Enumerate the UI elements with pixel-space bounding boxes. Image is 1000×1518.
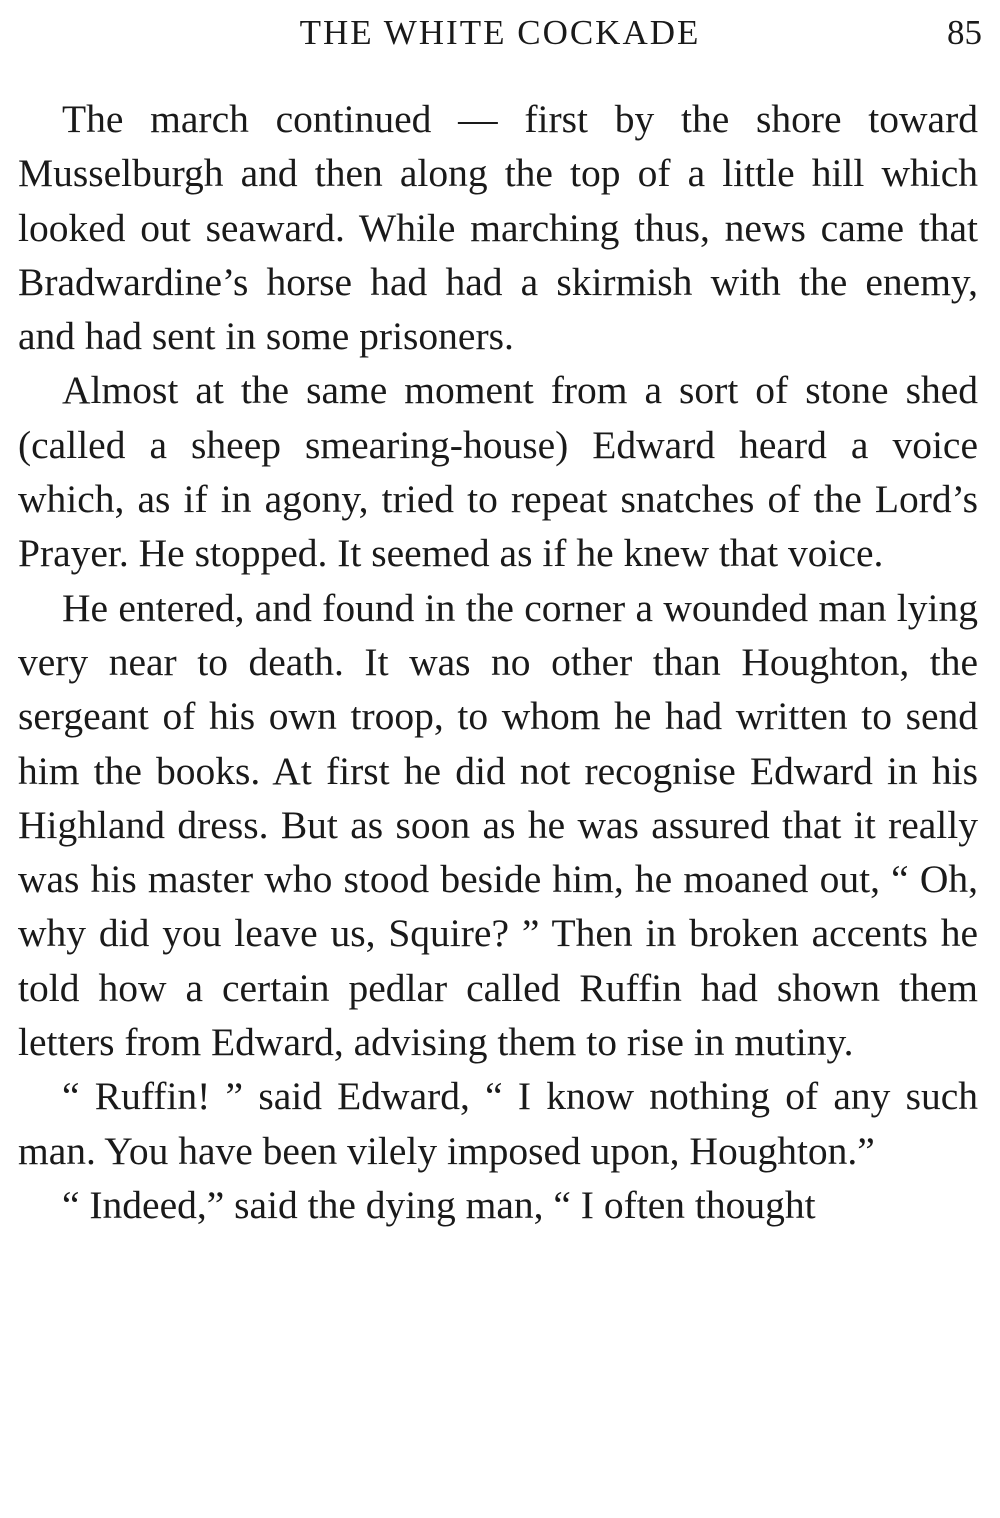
paragraph-ruffin: “ Ruffin! ” said Edward, “ I know nothing of any such man. You have been vilely imposed upon, Houghton.”	[18, 1074, 978, 1173]
running-head	[18, 10, 982, 56]
body-text	[18, 92, 978, 1232]
page-number: 85	[947, 13, 982, 52]
paragraph-voice: Almost at the same moment from a sort of stone shed (called a sheep smearing-house) Edward heard a voice which, as if in agony, tried to repeat snatches of the Lord’s Prayer. He stopped. It seemed as if he knew that voice.	[18, 368, 978, 576]
paragraph-houghton: He entered, and found in the corner a wounded man lying very near to death. It was no other than Houghton, the sergeant of his own troop, to whom he had written to send him the books. At first he did not recognise Edward in his Highland dress. But as soon as he was assured that it really was his master who stood beside him, he moaned out, “ Oh, why did you leave us, Squire? ” Then in broken accents he told how a certain pedlar called Ruffin had shown them letters from Edward, advising them to rise in mutiny.	[18, 585, 978, 1065]
paragraph-dying-man: “ Indeed,” said the dying man, “ I often thought	[62, 1182, 816, 1227]
paragraph-march: The march continued — first by the shore toward Musselburgh and then along the top of a little hill which looked out seaward. While marching thus, news came that Bradwardine’s horse had had a skirmish with the enemy, and had sent in some prisoners.	[18, 97, 978, 359]
running-title: THE WHITE COCKADE	[299, 13, 701, 52]
